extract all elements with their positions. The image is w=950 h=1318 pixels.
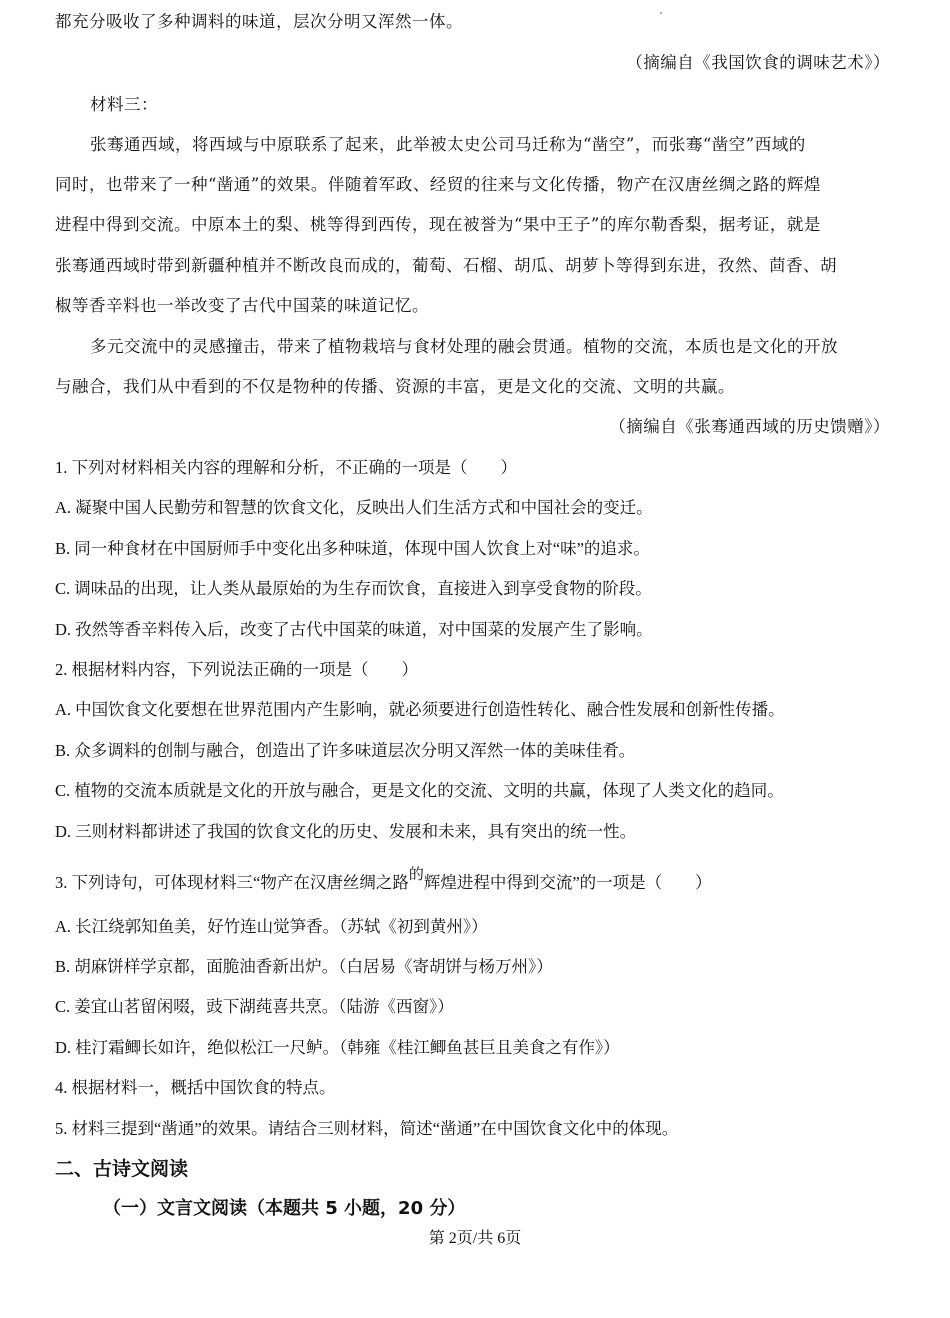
material3-heading: 材料三：: [90, 95, 158, 114]
top-line: 都充分吸收了多种调料的味道，层次分明又浑然一体。: [55, 12, 463, 31]
question-2-option-c: C. 植物的交流本质就是文化的开放与融合，更是文化的交流、文明的共赢，体现了人类文化的趋同。: [55, 781, 784, 800]
material3-p1-line5: 椒等香辛料也一举改变了古代中国菜的味道记忆。: [55, 296, 429, 315]
material3-p1-line4: 张骞通西域时带到新疆种植并不断改良而成的，葡萄、石榴、胡瓜、胡萝卜等得到东进，孜然、茴香、胡: [55, 256, 837, 275]
material3-p1-line3: 进程中得到交流。中原本土的梨、桃等得到西传，现在被誉为“果中王子”的库尔勒香梨，据考证，就是: [55, 215, 821, 234]
question-5: 5. 材料三提到“凿通”的效果。请结合三则材料，简述“凿通”在中国饮食文化中的体现。: [55, 1119, 679, 1138]
question-2-option-d: D. 三则材料都讲述了我国的饮食文化的历史、发展和未来，具有突出的统一性。: [55, 822, 637, 841]
source-citation-2: （摘编自《张骞通西域的历史馈赠》）: [609, 417, 890, 436]
question-3-stem-pre: 3. 下列诗句，可体现材料三“物产在汉唐丝绸之路: [55, 873, 409, 892]
question-1-option-a: A. 凝聚中国人民勤劳和智慧的饮食文化，反映出人们生活方式和中国社会的变迁。: [55, 498, 653, 517]
material3-p2-line1: 多元交流中的灵感撞击，带来了植物栽培与食材处理的融会贯通。植物的交流，本质也是文化的开放: [90, 337, 838, 356]
question-1-option-b: B. 同一种食材在中国厨师手中变化出多种味道，体现中国人饮食上对“味”的追求。: [55, 539, 650, 558]
question-3-stem-post: 辉煌进程中得到交流”的一项是（ ）: [423, 873, 712, 892]
question-1-stem: 1. 下列对材料相关内容的理解和分析，不正确的一项是（ ）: [55, 458, 517, 477]
source-citation-1: （摘编自《我国饮食的调味艺术》）: [626, 53, 890, 72]
question-3-stem: [55, 867, 890, 894]
question-2-stem: 2. 根据材料内容，下列说法正确的一项是（ ）: [55, 660, 418, 679]
section-2-title: 二、古诗文阅读: [55, 1158, 189, 1180]
question-2-option-b: B. 众多调料的创制与融合，创造出了许多味道层次分明又浑然一体的美味佳肴。: [55, 741, 636, 760]
question-3-option-b: B. 胡麻饼样学京都，面脆油香新出炉。（白居易《寄胡饼与杨万州》）: [55, 957, 553, 976]
question-2-option-a: A. 中国饮食文化要想在世界范围内产生影响，就必须要进行创造性转化、融合性发展和创新性传播。: [55, 700, 785, 719]
question-3-stem-sup: 的: [408, 867, 424, 883]
material3-p1-line2: 同时，也带来了一种“凿通”的效果。伴随着军政、经贸的往来与文化传播，物产在汉唐丝绸之路的辉煌: [55, 175, 821, 194]
material3-p2-line2: 与融合，我们从中看到的不仅是物种的传播、资源的丰富，更是文化的交流、文明的共赢。: [55, 377, 735, 396]
question-1-option-c: C. 调味品的出现，让人类从最原始的为生存而饮食，直接进入到享受食物的阶段。: [55, 579, 652, 598]
question-1-option-d: D. 孜然等香辛料传入后，改变了古代中国菜的味道，对中国菜的发展产生了影响。: [55, 620, 653, 639]
question-4: 4. 根据材料一，概括中国饮食的特点。: [55, 1078, 336, 1097]
subsection-title: （一）文言文阅读（本题共 5 小题，20 分）: [103, 1198, 466, 1219]
question-3-option-c: C. 姜宜山茗留闲啜，豉下湖莼喜共烹。（陆游《西窗》）: [55, 997, 454, 1016]
question-3-option-a: A. 长江绕郭知鱼美，好竹连山觉笋香。（苏轼《初到黄州》）: [55, 917, 488, 936]
material3-p1-line1: 张骞通西域，将西域与中原联系了起来，此举被太史公司马迁称为“凿空”，而张骞“凿空”西域的: [90, 135, 806, 154]
page-footer: 第 2页/共 6页: [428, 1230, 522, 1247]
question-3-option-d: D. 桂汀霜鲫长如许，绝似松江一尺鲈。（韩雍《桂江鲫鱼甚巨且美食之有作》）: [55, 1038, 620, 1057]
